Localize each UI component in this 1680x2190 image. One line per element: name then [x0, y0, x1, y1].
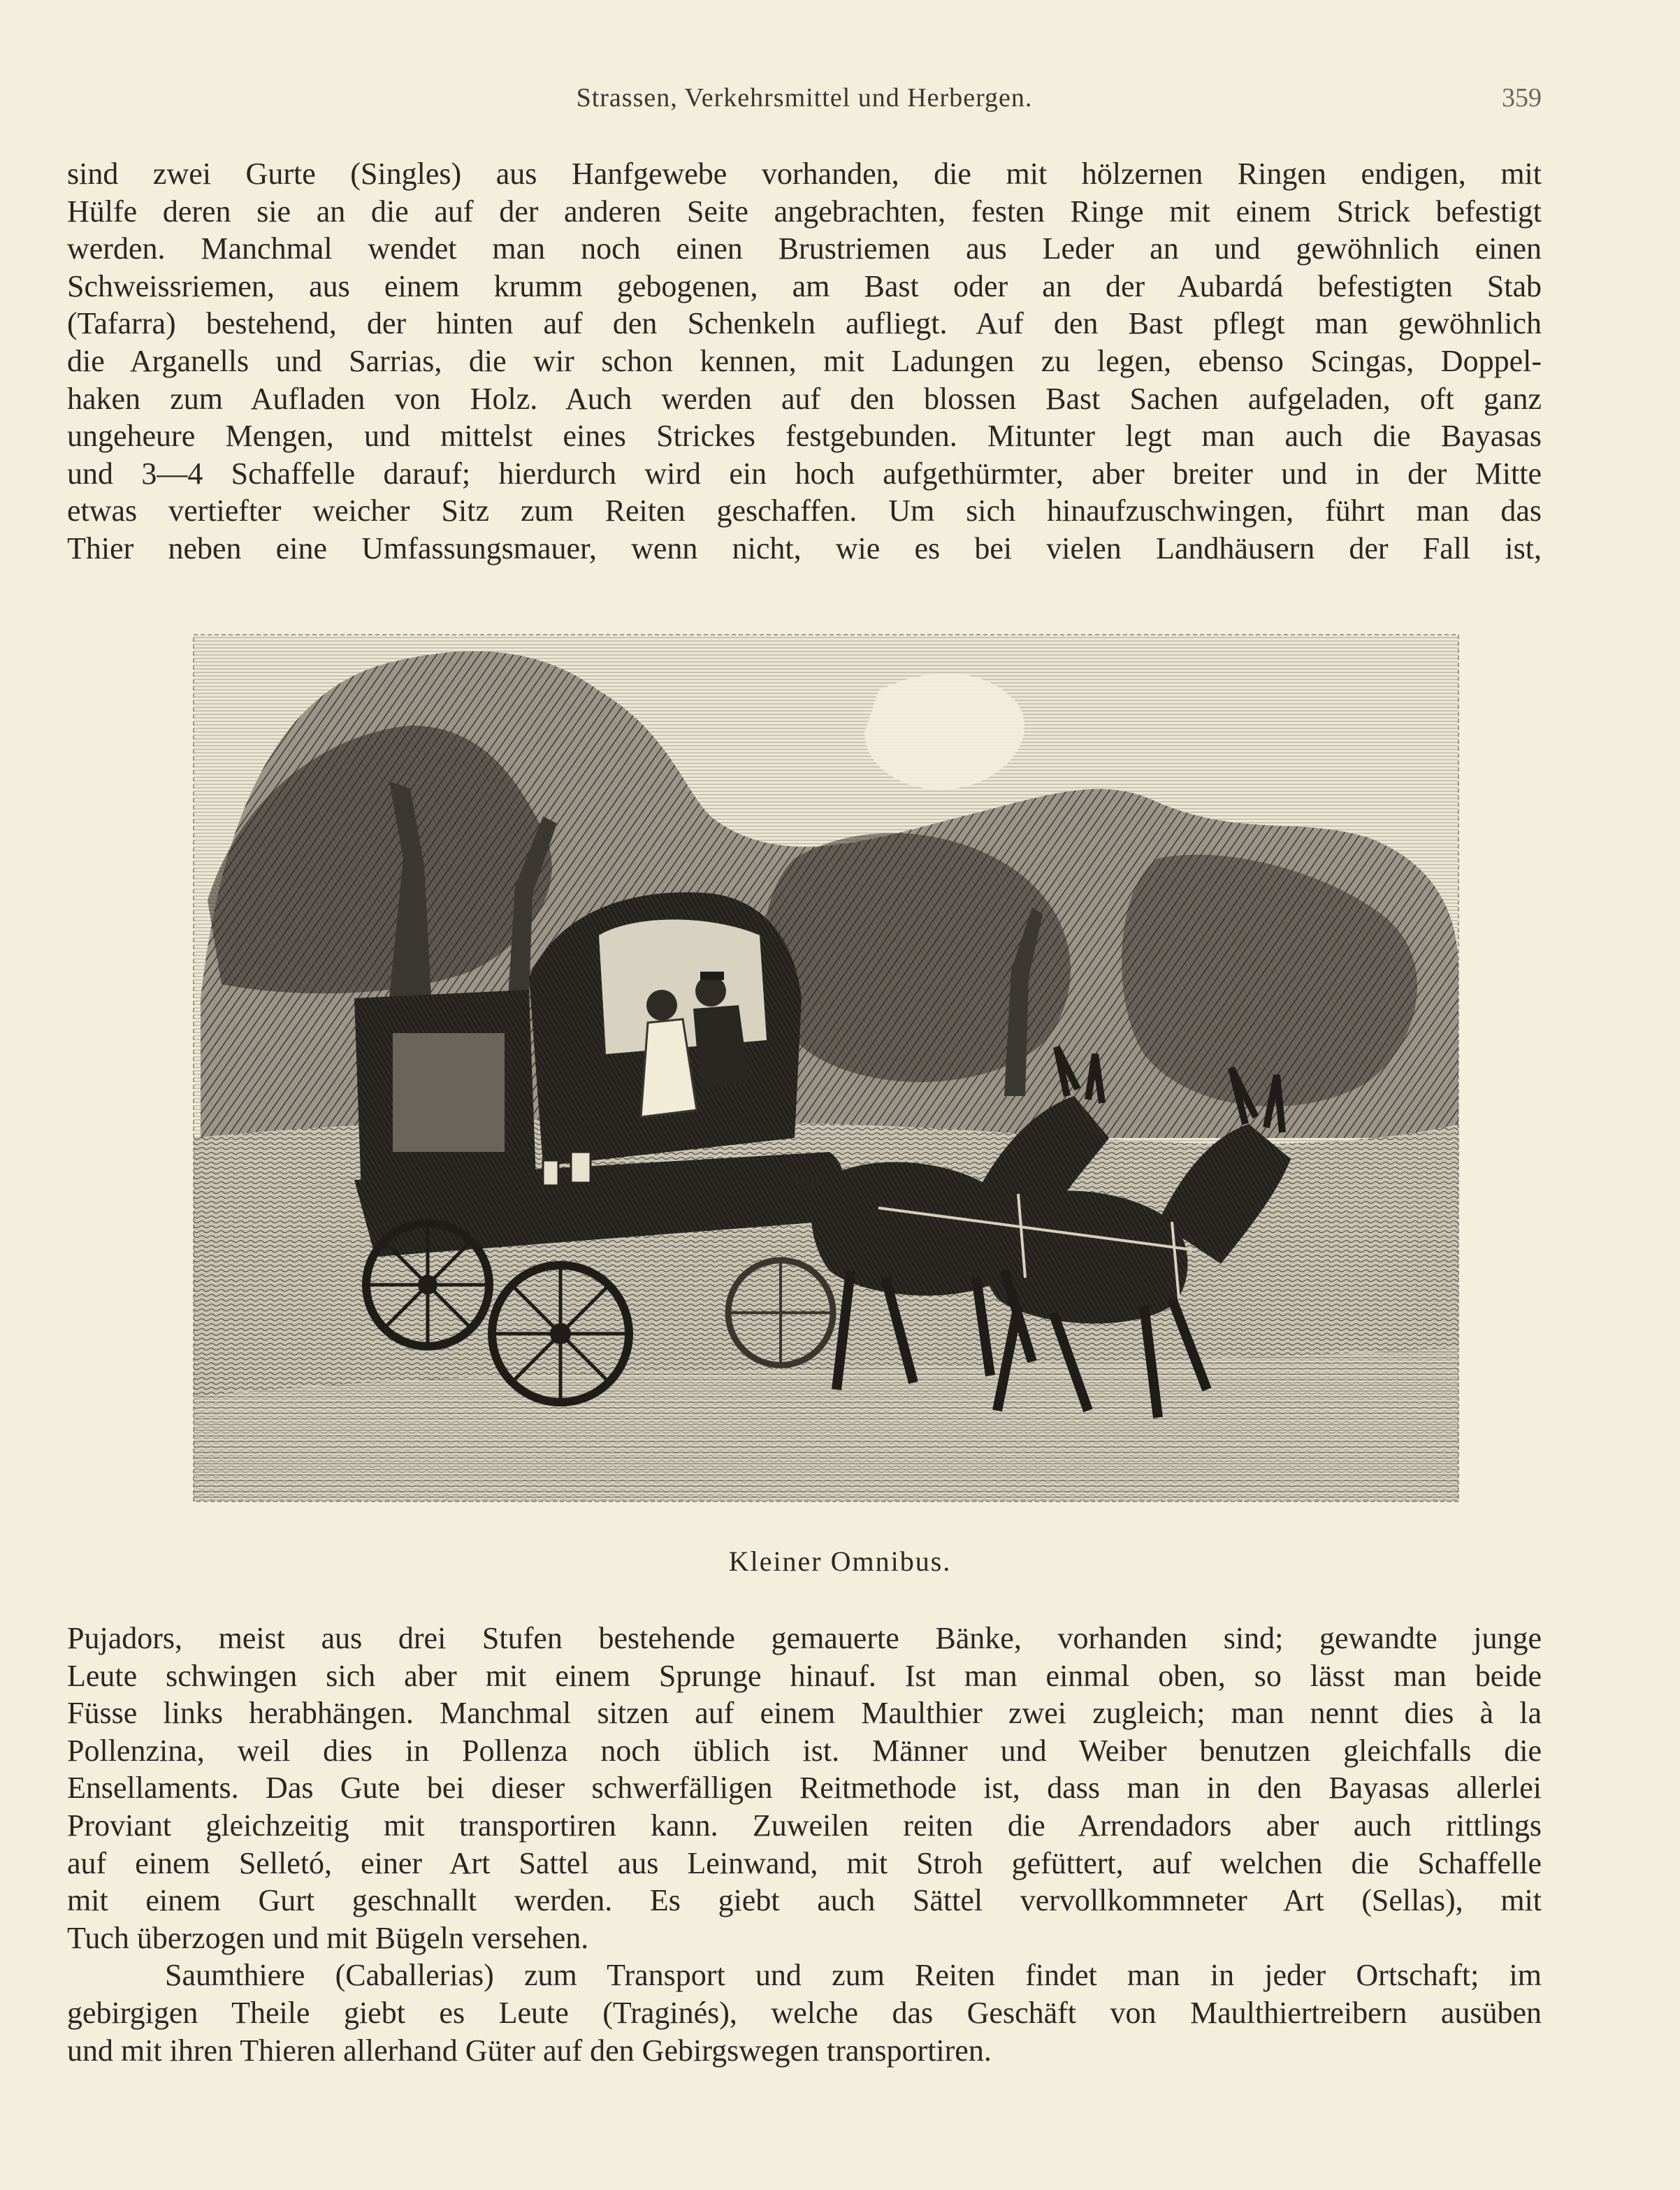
- text-line: Leute schwingen sich aber mit einem Sprunge hinauf. Ist man einmal oben, so lässt man beide: [67, 1658, 1542, 1693]
- running-title: Strassen, Verkehrsmittel und Herbergen.: [576, 83, 1033, 113]
- text-line: (Tafarra) bestehend, der hinten auf den Schenkeln aufliegt. Auf den Bast pflegt man gewöhnlich: [67, 306, 1542, 341]
- text-line: und mit ihren Thieren allerhand Güter auf den Gebirgswegen transportiren.: [67, 2033, 992, 2068]
- text-line: Pollenzina, weil dies in Pollenza noch üblich ist. Männer und Weiber benutzen gleichfalls die: [67, 1733, 1542, 1768]
- paragraph-bottom: [67, 1620, 1542, 2069]
- text-line: auf einem Selletó, einer Art Sattel aus Leinwand, mit Stroh gefüttert, auf welchen die Schaffelle: [67, 1845, 1542, 1880]
- text-line: Füsse links herabhängen. Manchmal sitzen auf einem Maulthier zwei zugleich; man nennt dies à la: [67, 1696, 1542, 1731]
- far-wheel: [728, 1260, 833, 1365]
- engraving-illustration: [180, 607, 1472, 1514]
- rear-wheel: [366, 1223, 489, 1346]
- text-line: mit einem Gurt geschnallt werden. Es giebt auch Sättel vervollkommneter Art (Sellas), mit: [67, 1883, 1542, 1918]
- text-line: etwas vertiefter weicher Sitz zum Reiten geschaffen. Um sich hinaufzuschwingen, führt man das: [67, 494, 1542, 528]
- text-line: Thier neben eine Umfassungsmauer, wenn nicht, wie es bei vielen Landhäusern der Fall ist,: [67, 531, 1542, 565]
- text-line: Pujadors, meist aus drei Stufen bestehende gemauerte Bänke, vorhanden sind; gewandte junge: [67, 1621, 1542, 1655]
- text-line: Saumthiere (Caballerias) zum Transport und zum Reiten findet man in jeder Ortschaft; im: [165, 1958, 1542, 1993]
- text-line: haken zum Aufladen von Holz. Auch werden auf den blossen Bast Sachen aufgeladen, oft ganz: [67, 381, 1542, 416]
- text-line: Proviant gleichzeitig mit transportiren kann. Zuweilen reiten die Arrendadors aber auch rittlings: [67, 1808, 1542, 1843]
- text-line: Tuch überzogen und mit Bügeln versehen.: [67, 1920, 589, 1955]
- text-line: Schweissriemen, aus einem krumm gebogenen, am Bast oder an der Aubardá befestigten Stab: [67, 268, 1542, 303]
- text-line: gebirgigen Theile giebt es Leute (Traginés), welche das Geschäft von Maulthiertreibern ausüben: [67, 1995, 1542, 2030]
- figure-caption: Kleiner Omnibus.: [728, 1546, 952, 1577]
- front-wheel: [492, 1265, 629, 1402]
- text-line: Hülfe deren sie an die auf der anderen Seite angebrachten, festen Ringe mit einem Strick befestigt: [67, 194, 1542, 229]
- text-line: werden. Manchmal wendet man noch einen Brustriemen aus Leder an und gewöhnlich einen: [67, 231, 1542, 266]
- text-line: ungeheure Mengen, und mittelst eines Strickes festgebunden. Mitunter legt man auch die Bayasas: [67, 419, 1542, 454]
- running-head: [67, 82, 1542, 124]
- paragraph-top: [67, 155, 1542, 568]
- text-line: sind zwei Gurte (Singles) aus Hanfgewebe vorhanden, die mit hölzernen Ringen endigen, mit: [67, 157, 1542, 191]
- page-number: 359: [1502, 83, 1542, 113]
- text-line: Ensellaments. Das Gute bei dieser schwerfälligen Reitmethode ist, dass man in den Bayasas allerlei: [67, 1771, 1542, 1806]
- text-line: und 3—4 Schaffelle darauf; hierdurch wird ein hoch aufgethürmter, aber breiter und in der Mitte: [67, 456, 1542, 491]
- text-line: die Arganells und Sarrias, die wir schon kennen, mit Ladungen zu legen, ebenso Scingas, Doppel-: [67, 343, 1542, 378]
